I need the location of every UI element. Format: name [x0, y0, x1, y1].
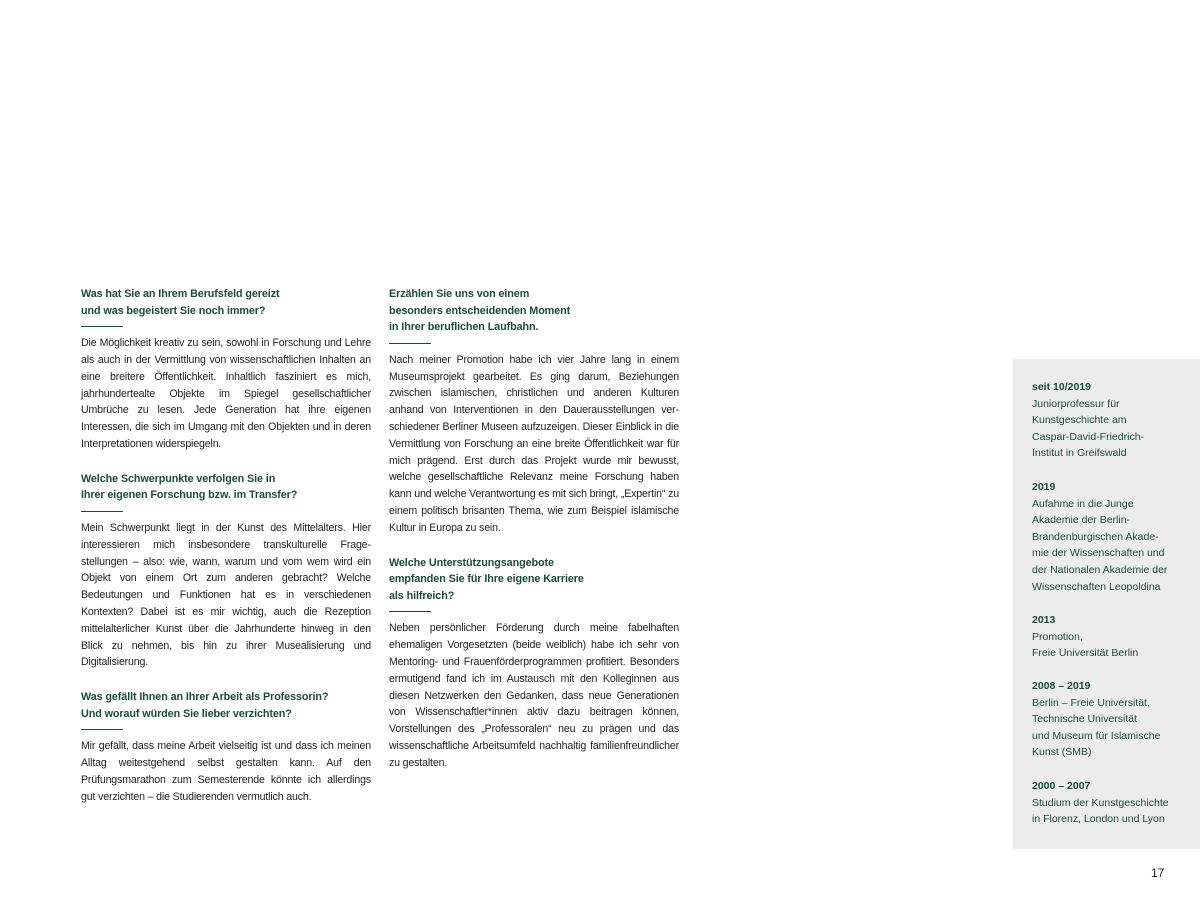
- cv-year: 2008 – 2019: [1032, 680, 1091, 692]
- cv-sidebar: [1013, 359, 1200, 849]
- cv-entry: [1032, 612, 1197, 662]
- cv-text: Berlin – Freie Universität, Technische Universität und Museum für Islamische Kunst (SMB): [1032, 696, 1161, 759]
- answer-text: Neben persönlicher Förderung durch meine fabelhaften ehemaligen Vorgesetzten (beide weiblich) habe ich sehr von Mentoring- und Frauenförderprogrammen profitiert. Besonders ermutigend fand ich im Austausch mit den Kolleginnen aus diesen Netzwerken den Gedanken, dass neue Generationen von Wissenschaftler*innen aktiv dazu beitragen können, Vorstellungen des „Professoralen“ neu zu prägen und das wissenschaftliche Arbeitsumfeld nachhaltig familienfreundlicher zu gestalten.: [389, 622, 679, 769]
- cv-text: Studium der Kunstgeschichte in Florenz, London und Lyon: [1032, 796, 1169, 826]
- divider: [389, 343, 431, 344]
- qa-block: [389, 555, 679, 772]
- answer-text: Nach meiner Promotion habe ich vier Jahre lang in einem Museumsprojekt gearbeitet. Es ging darum, Beziehungen zwischen islamischen, christlichen und anderen Kulturen anhand von Interventionen in den Dauerausstellungen verschiedener Berliner Museen aufzuzeigen. Dieser Einblick in die Vermittlung von Forschung an eine breite Öffentlichkeit war für mich prägend. Erst durch das Projekt wurde mir bewusst, welche gesellschaftliche Relevanz meine Forschung haben kann und welche Verantwortung es mit sich bringt, „Expertin“ zu einem politisch brisanten Thema, wie zum Beispiel islamische Kultur in Europa zu sein.: [389, 353, 679, 534]
- middle-column: [389, 286, 679, 790]
- cv-year: 2000 – 2007: [1032, 780, 1091, 792]
- qa-block: [81, 286, 371, 453]
- divider: [81, 729, 123, 730]
- question-heading: Erzählen Sie uns von einem besonders entscheidenden Moment in Ihrer beruflichen Laufbahn.: [389, 288, 571, 334]
- divider: [81, 511, 123, 512]
- divider: [81, 326, 123, 327]
- answer-text: Mir gefällt, dass meine Arbeit vielseitig ist und dass ich meinen Alltag weitestgehend selbst gestalten kann. Auf den Prüfungsmarathon zum Semesterende könnte ich allerdings gut verzichten – die Studierenden vermutlich auch.: [81, 740, 371, 803]
- cv-year: 2013: [1032, 614, 1056, 626]
- cv-entry: [1032, 479, 1197, 595]
- qa-block: [389, 286, 679, 537]
- question-heading: Welche Unterstützungsangebote empfanden Sie für Ihre eigene Karriere als hilfreich?: [389, 556, 584, 602]
- cv-text: Promotion, Freie Universität Berlin: [1032, 630, 1139, 660]
- cv-year: 2019: [1032, 481, 1056, 493]
- cv-entry: [1032, 778, 1197, 828]
- divider: [389, 611, 431, 612]
- cv-text: Aufahme in die Junge Akademie der Berlin- Brandenburgischen Akade- mie der Wissenschaften und der Nationalen Akademie der Wissenschaften Leopoldina: [1032, 497, 1168, 593]
- cv-year: seit 10/2019: [1032, 381, 1091, 393]
- qa-block: [81, 471, 371, 671]
- answer-text: Die Möglichkeit kreativ zu sein, sowohl in Forschung und Lehre als auch in der Vermittlung von wissenschaftlichen Inhalten an eine breitere Öffentlichkeit. Inhaltlich fasziniert es mich, jahrhundertealte Objekte im Spiegel gesellschaftlicher Umbrüche zu lesen. Jede Generation hat ihre eigenen Interessen, die sich im Umgang mit den Objekten und in deren Interpretationen widerspiegeln.: [81, 337, 371, 450]
- question-heading: Was hat Sie an Ihrem Berufsfeld gereizt und was begeistert Sie noch immer?: [81, 288, 280, 317]
- left-column: [81, 286, 371, 824]
- qa-block: [81, 689, 371, 805]
- cv-entry: [1032, 379, 1197, 462]
- question-heading: Welche Schwerpunkte verfolgen Sie in Ihrer eigenen Forschung bzw. im Transfer?: [81, 472, 298, 502]
- question-heading: Was gefällt Ihnen an Ihrer Arbeit als Professorin? Und worauf würden Sie lieber verzichten?: [81, 691, 329, 720]
- cv-entry: [1032, 678, 1197, 761]
- answer-text: Mein Schwerpunkt liegt in der Kunst des Mittelalters. Hier interessieren mich insbesondere transkulturelle Fragestellungen – also: wie, wann, warum und vom wem wird ein Objekt von einem Ort zum anderen gebracht? Welche Bedeutungen und Funktionen hat es in verschiedenen Kontexten? Dabei ist es mir wichtig, auch die Rezeption mittelalterlicher Kunst über die Jahrhunderte hinweg in den Blick zu nehmen, bis hin zu ihrer Musealisierung und Digitalisierung.: [81, 521, 371, 669]
- page-number: 17: [1151, 866, 1165, 880]
- cv-text: Juniorprofessur für Kunstgeschichte am Caspar-David-Friedrich- Institut in Greifswald: [1032, 397, 1145, 460]
